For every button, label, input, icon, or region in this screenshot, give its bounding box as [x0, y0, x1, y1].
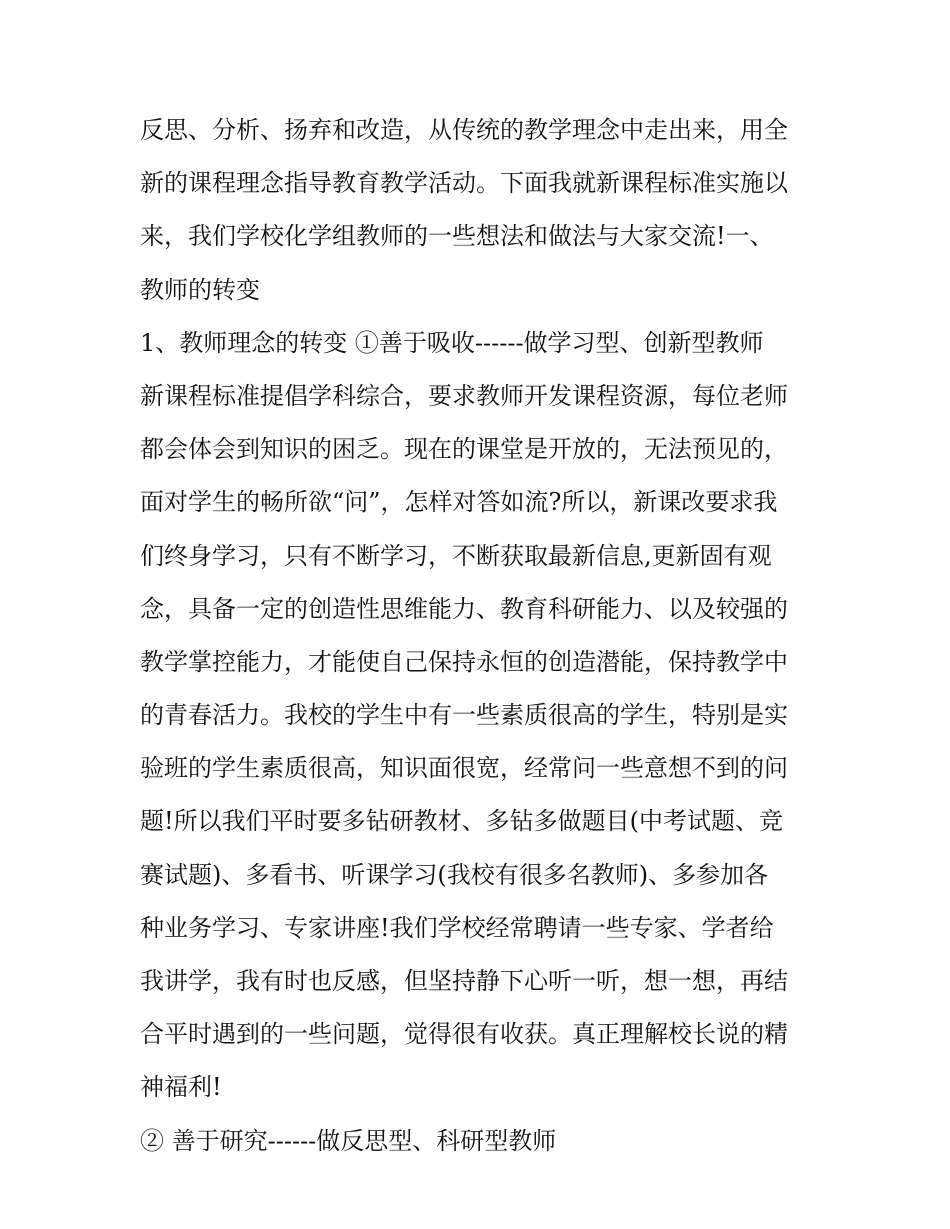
text-line: 题!所以我们平时要多钻研教材、多钻多做题目(中考试题、竞 — [140, 807, 784, 836]
text-line: 都会体会到知识的困乏。现在的课堂是开放的，无法预见的， — [140, 435, 788, 464]
text-line: 我讲学，我有时也反感，但坚持静下心听一听，想一想，再结 — [140, 967, 788, 995]
text-line: 来，我们学校化学组教师的一些想法和做法与大家交流!一、 — [140, 222, 774, 251]
text-line: 神福利! — [140, 1073, 222, 1102]
text-line: 念，具备一定的创造性思维能力、教育科研能力、以及较强的 — [140, 594, 788, 623]
text-line: 反思、分析、扬弃和改造，从传统的教学理念中走出来，用全 — [140, 116, 788, 144]
text-line: 合平时遇到的一些问题，觉得很有收获。真正理解校长说的精 — [140, 1020, 788, 1049]
section-heading-line: ② 善于研究------做反思型、科研型教师 — [140, 1126, 557, 1155]
text-line: 们终身学习，只有不断学习，不断获取最新信息,更新固有观 — [140, 541, 772, 570]
text-line: 教师的转变 — [140, 275, 260, 304]
text-line: 面对学生的畅所欲“问”，怎样对答如流?所以，新课改要求我 — [140, 488, 778, 517]
text-line: 新的课程理念指导教育教学活动。下面我就新课程标准实施以 — [140, 169, 788, 198]
text-line: 教学掌控能力，才能使自己保持永恒的创造潜能，保持教学中 — [140, 647, 788, 676]
text-line: 新课程标准提倡学科综合，要求教师开发课程资源，每位老师 — [140, 381, 788, 410]
text-line: 种业务学习、专家讲座!我们学校经常聘请一些专家、学者给 — [140, 913, 774, 942]
section-heading-line: 1、教师理念的转变 ①善于吸收------做学习型、创新型教师 — [140, 328, 764, 357]
document-body — [140, 104, 820, 1168]
text-line: 验班的学生素质很高，知识面很宽，经常问一些意想不到的问 — [140, 754, 788, 783]
text-line: 的青春活力。我校的学生中有一些素质很高的学生，特别是实 — [140, 701, 788, 730]
text-line: 赛试题)、多看书、听课学习(我校有很多名教师)、多参加各 — [140, 860, 769, 889]
